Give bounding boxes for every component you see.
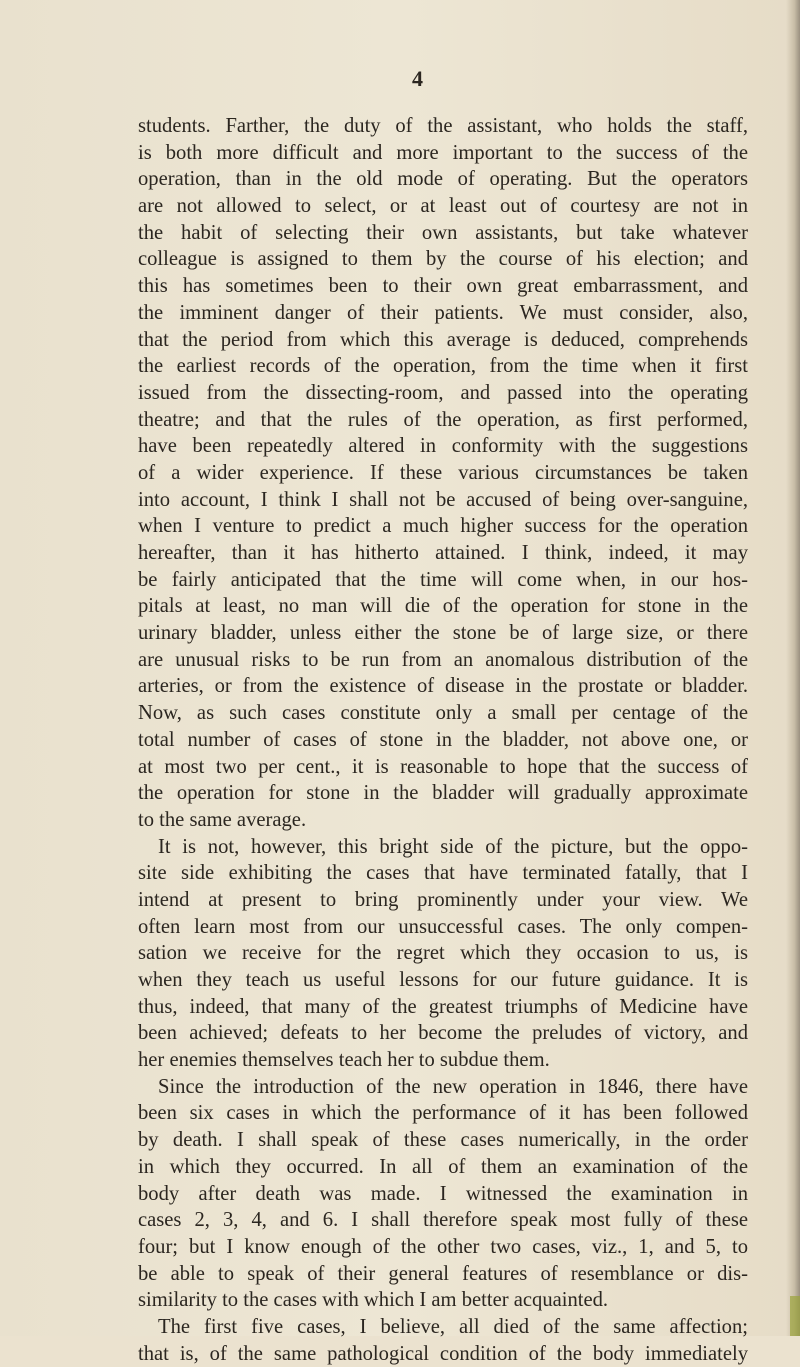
text-line: when they teach us useful lessons for our future guidance. It is (138, 969, 748, 991)
body-text (138, 113, 748, 1367)
text-line: total number of cases of stone in the bladder, not above one, or (138, 728, 748, 751)
text-line: by death. I shall speak of these cases numerically, in the order (138, 1129, 748, 1152)
text-line: in which they occurred. In all of them an examination of the (138, 1155, 748, 1178)
text-line: issued from the dissecting-room, and passed into the operating (138, 381, 748, 404)
text-line: cases 2, 3, 4, and 6. I shall therefore speak most fully of these (138, 1209, 748, 1232)
text-line: similarity to the cases with which I am better acquainted. (138, 1289, 609, 1312)
text-line: urinary bladder, unless either the stone be of large size, or there (138, 622, 748, 645)
text-line: body after death was made. I witnessed the examination in (138, 1182, 748, 1205)
binding-mark (790, 1296, 800, 1336)
text-line: colleague is assigned to them by the course of his election; and (138, 248, 748, 271)
text-line: into account, I think I shall not be accused of being over-sanguine, (138, 488, 748, 511)
text-line: sation we receive for the regret which they occasion to us, is (138, 942, 748, 965)
text-line: the operation for stone in the bladder will gradually approximate (138, 782, 748, 805)
text-line: It is not, however, this bright side of the picture, but the oppo- (158, 835, 748, 858)
text-line: the imminent danger of their patients. We must consider, also, (138, 301, 748, 324)
text-line: have been repeatedly altered in conformity with the suggestions (138, 435, 748, 458)
text-line: often learn most from our unsuccessful cases. The only compen- (138, 915, 748, 938)
text-line: been achieved; defeats to her become the preludes of victory, and (138, 1022, 748, 1045)
text-line: Now, as such cases constitute only a small per centage of the (138, 702, 748, 725)
text-line: of a wider experience. If these various circumstances be taken (138, 461, 748, 484)
text-line: thus, indeed, that many of the greatest triumphs of Medicine have (138, 995, 748, 1018)
text-line: be able to speak of their general features of resemblance or dis- (138, 1262, 748, 1285)
text-line: arteries, or from the existence of disease in the prostate or bladder. (138, 675, 748, 698)
text-line: pitals at least, no man will die of the operation for stone in the (138, 595, 748, 618)
text-line: the earliest records of the operation, from the time when it first (138, 355, 748, 378)
text-line: hereafter, than it has hitherto attained. I think, indeed, it may (138, 542, 748, 564)
text-line: intend at present to bring prominently under your view. We (138, 888, 748, 911)
text-line: been six cases in which the performance of it has been followed (138, 1102, 748, 1125)
page-edge-shadow (786, 0, 800, 1336)
text-line: the habit of selecting their own assistants, but take whatever (138, 221, 748, 244)
text-line: site side exhibiting the cases that have terminated fatally, that I (138, 862, 748, 885)
text-line: The first five cases, I believe, all died of the same affection; (158, 1315, 748, 1338)
text-line: at most two per cent., it is reasonable to hope that the success of (138, 755, 748, 778)
text-line: that is, of the same pathological condition of the body immediately (138, 1342, 748, 1365)
text-line: that the period from which this average is deduced, comprehends (138, 328, 748, 351)
text-line: theatre; and that the rules of the operation, as first performed, (138, 408, 748, 431)
text-line: four; but I know enough of the other two cases, viz., 1, and 5, to (138, 1235, 748, 1258)
text-line: is both more difficult and more important to the success of the (138, 141, 748, 164)
text-line: students. Farther, the duty of the assistant, who holds the staff, (138, 115, 748, 137)
text-line: her enemies themselves teach her to subdue them. (138, 1049, 550, 1072)
text-line: when I venture to predict a much higher success for the operation (138, 515, 748, 538)
text-line: operation, than in the old mode of operating. But the operators (138, 168, 748, 191)
text-line: are unusual risks to be run from an anomalous distribution of the (138, 648, 748, 671)
text-line: are not allowed to select, or at least out of courtesy are not in (138, 195, 748, 218)
text-line: this has sometimes been to their own great embarrassment, and (138, 275, 748, 298)
text-line: Since the introduction of the new operation in 1846, there have (158, 1075, 748, 1098)
text-line: to the same average. (138, 808, 307, 831)
text-line: be fairly anticipated that the time will come when, in our hos- (138, 568, 748, 591)
page-number: 4 (412, 66, 423, 91)
